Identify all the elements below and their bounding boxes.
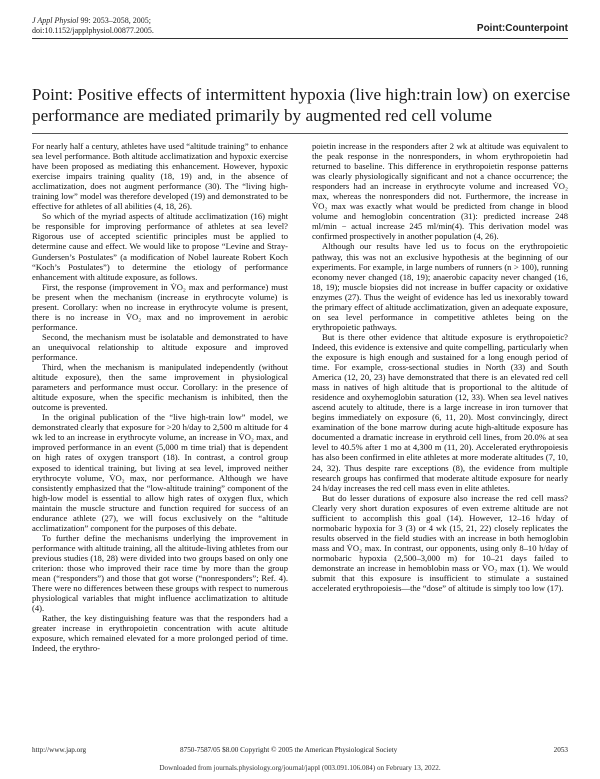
- paragraph: But is there other evidence that altitude exposure is erythropoietic? Indeed, this evidence is extensive and quite compelling, particularly when the exposure is high enough and sustained for a long enough period of time. For example, cross-sectional studies in North (33) and South America (12, 20, 23) have demonstrated that there is an elevated red cell mass in natives of high altitude that is proportional to the altitude of residence and oxyhemoglobin saturation (12, 33). When sea level natives ascend acutely to altitude, there is a large increase in iron turnover that begins immediately on exposure (6, 11, 20). Most convincingly, direct examination of the bone marrow during acute high-altitude exposure has documented a dramatic increase in erythroid cell lines, from 20.0% at sea level to 40.5% after 1 mo at 4,300 m (11, 20). Accelerated erythropoiesis has also been confirmed in elite athletes at more moderate altitudes (7, 10, 24, 32). Thus despite rare exceptions (8), the evidence from multiple research groups has confirmed that moderate altitude exposure for nearly 24 h/day increases the red cell mass even in elite athletes.: [312, 331, 568, 493]
- paragraph: Third, when the mechanism is manipulated independently (without altitude exposure), then the same improvement in physiological parameters and performance must occur. Corollary: in the presence of altitude exposure, when the specific mechanism is inhibited, then the outcome is prevented.: [32, 362, 288, 413]
- download-note: Downloaded from journals.physiology.org/journal/jappl (003.091.106.084) on February 13, 2022.: [159, 764, 441, 772]
- journal-name: J Appl Physiol: [32, 16, 79, 25]
- section-label: Point:Counterpoint: [476, 23, 568, 34]
- journal-url-link[interactable]: http://www.jap.org: [32, 746, 87, 754]
- body-column-left: [32, 141, 288, 653]
- body-column-right: [312, 141, 568, 593]
- doi: doi:10.1152/japplphysiol.00877.2005.: [32, 26, 154, 35]
- paragraph: Although our results have led us to focus on the erythropoietic pathway, this was not an exclusive hypothesis at the beginning of our experiments. For example, in large numbers of runners (n > 100), running economy never changed (18, 19); anaerobic capacity never changed (16, 18, 19); muscle biopsies did not increase in buffer capacity or oxidative enzymes (27). Thus the weight of evidence has led us inexorably toward the primary effect of altitude acclimatization, given an adequate exposure, on sea level performance in competitive athletes being on the erythropoietic pathways.: [312, 241, 568, 332]
- page-number: 2053: [553, 746, 568, 754]
- paragraph: Second, the mechanism must be isolatable and demonstrated to have an unequivocal relationship to altitude exposure and improved performance.: [32, 331, 288, 362]
- paragraph: For nearly half a century, athletes have used “altitude training” to enhance sea level performance. Both altitude acclimatization and hypoxic exercise have been proposed as mediating this enhancement. However, hypoxic exercise impairs training quality (18, 19) and, in the absence of acclimatization, does not augment performance (30). The “living high-training low” model was therefore developed (19) and demonstrated to be effective for athletes of all abilities (4, 18, 26).: [32, 141, 288, 212]
- header-rule: [32, 38, 568, 39]
- article-title: Point: Positive effects of intermittent hypoxia (live high:train low) on exercise performance are mediated primarily by augmented red cell volume: [32, 85, 571, 125]
- title-rule: [32, 133, 568, 134]
- paragraph: So which of the myriad aspects of altitude acclimatization (16) might be responsible for improving performance of athletes at sea level? Rigorous use of accepted scientific principles must be applied to determine cause and effect. We would like to propose “Levine and Stray-Gundersen’s Postulates” (a modification of Nobel laureate Robert Koch “Koch’s Postulates”) to determine the etiology of performance enhancement with altitude exposure, as follows.: [32, 211, 288, 282]
- paragraph: In the original publication of the “live high-train low” model, we demonstrated clearly that exposure for >20 h/day to 2,500 m altitude for 4 wk led to an increase in erythrocyte volume, an increase in V̇O₂ max, and improved performance in an event (5,000 m time trial) that is dependent on high rates of oxygen transport (18). In contrast, a control group exposed to identical training, but living at sea level, improved neither erythrocyte volume, V̇O₂ max, nor performance. Although we have consistently emphasized that the “low-altitude training” component of the high-low model is essential to allow high rates of oxygen flux, which maintain the muscle structure and function required for success of an endurance athlete (27), we will focus exclusively on the “altitude acclimatization” component for the purposes of this debate.: [32, 412, 288, 533]
- paragraph: First, the response (improvement in V̇O₂ max and performance) must be present when the mechanism (increase in erythrocyte volume) is present. Corollary: when no increase in erythrocyte volume is present, there is no increase in V̇O₂ max and no improvement in aerobic performance.: [32, 281, 288, 332]
- paragraph: To further define the mechanisms underlying the improvement in performance with altitude training, all the altitude-living athletes from our previous studies (18, 28) were divided into two groups based on only one criterion: those who improved their race time by more than the group mean (“responders”) and those that got worse (“nonresponders”; Ref. 4). There were no differences between these groups with respect to numerous physiological variables that might influence acclimatization to altitude (4).: [32, 532, 288, 614]
- journal-citation: [32, 16, 154, 36]
- paragraph: But do lesser durations of exposure also increase the red cell mass? Clearly very short duration exposures of even extreme altitude are not sufficient to accomplish this goal (14). However, 12–16 h/day of normobaric hypoxia for 3 (3) or 4 wk (15, 21, 22) closely replicates the results observed in the field studies with an increase in both hemoglobin mass and V̇O₂ max. In contrast, our opponents, using only 8–10 h/day of normobaric hypoxia (2,500–3,000 m) for 10–21 days failed to demonstrate an increase in hemoblobin mass or V̇O₂ max (1). We would submit that this exposure is insufficient to stimulate a sustained accelerated erythropoiesis—the “dose” of altitude is simply too low (17).: [312, 492, 568, 594]
- citation-volume: 99: 2053–2058, 2005;: [78, 16, 151, 25]
- paragraph: Rather, the key distinguishing feature was that the responders had a greater increase in erythropoietin concentration with acute altitude exposure, which remained elevated for a more prolonged period of time. Indeed, the erythro-: [32, 613, 288, 654]
- paragraph: poietin increase in the responders after 2 wk at altitude was equivalent to the peak response in the nonresponders, in whom erythropoietin had returned to baseline. This difference in erythropoietin response patterns was clearly physiologically significant and not a chance occurrence; the responders had an increase in erythrocyte volume and increased V̇O₂ max, whereas the nonresponders did not. Furthermore, the increase in V̇O₂ max was exactly what would be predicted from change in blood volume and hemoglobin concentration (31): predicted increase 248 ml/min − actual increase 245 ml/min(4). This derivation model was confirmed prospectively in another population (4, 26).: [312, 141, 568, 242]
- copyright-notice: 8750-7587/05 $8.00 Copyright © 2005 the American Physiological Society: [180, 746, 398, 754]
